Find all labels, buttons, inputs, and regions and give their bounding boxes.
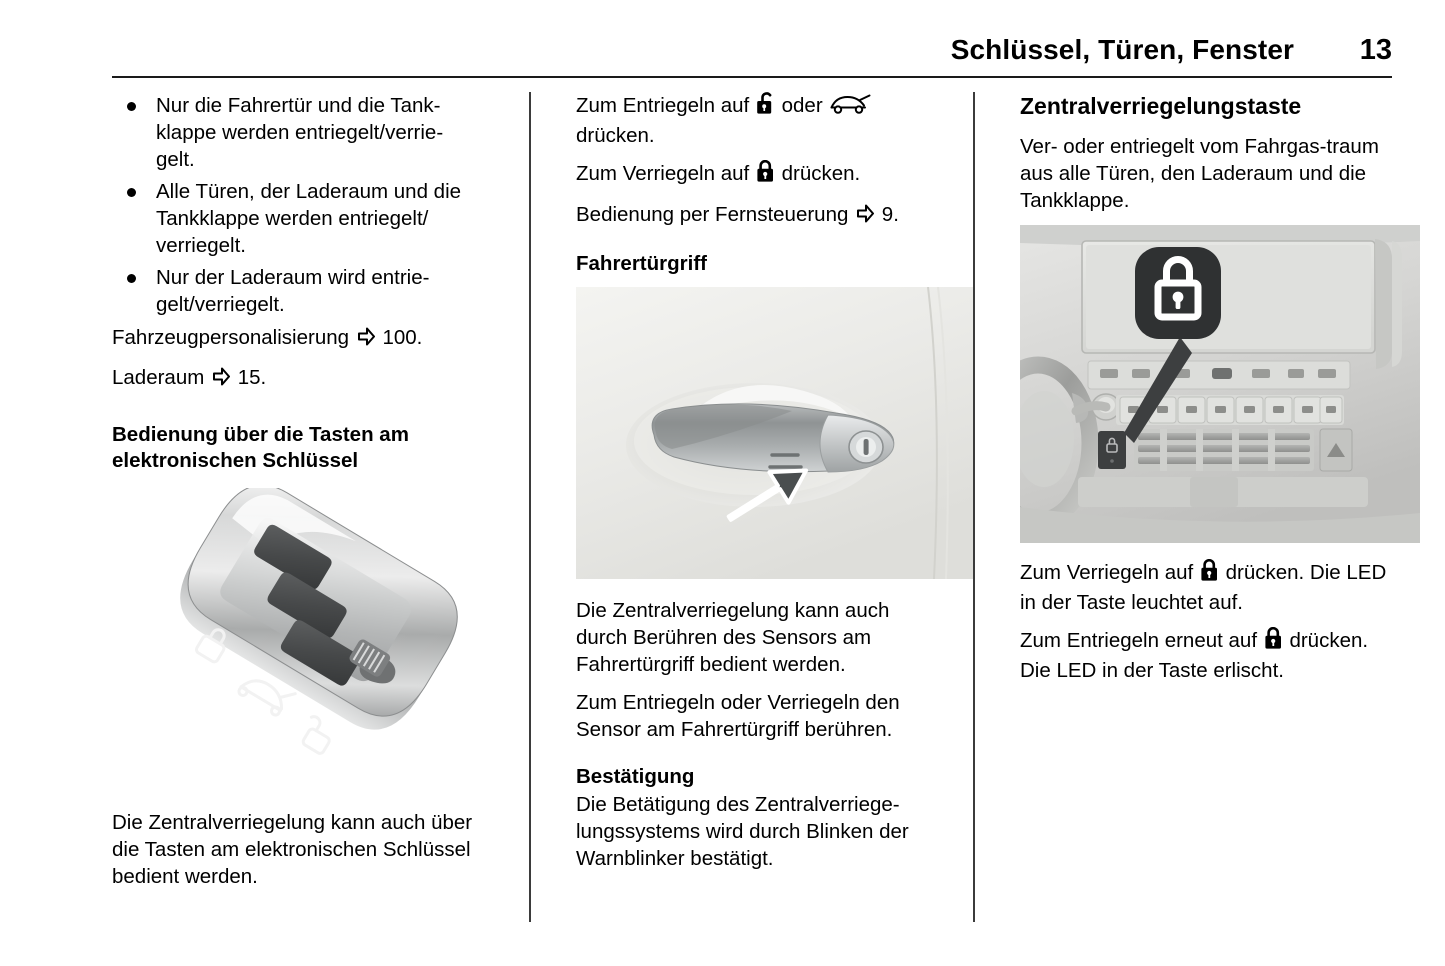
heading-central-locking-button: Zentralverriegelungstaste bbox=[1020, 93, 1302, 119]
xref-page: 15. bbox=[237, 366, 267, 389]
figure-electronic-key bbox=[105, 488, 494, 793]
cross-reference-arrow-icon bbox=[213, 366, 230, 393]
bullet-line: Nur die Fahrertür und die Tank- bbox=[156, 94, 441, 117]
bullet-line: Nur der Laderaum wird entrie- bbox=[156, 266, 430, 289]
list-item bbox=[112, 178, 501, 259]
cross-reference-personalisierung bbox=[112, 324, 501, 353]
bullet-line: gelt/verriegelt. bbox=[156, 293, 285, 316]
paragraph-lock-instruction bbox=[576, 160, 945, 190]
bullet-line: gelt. bbox=[156, 148, 195, 171]
paragraph-confirmation: Die Betätigung des Zentralverriege-lungssystems wird durch Blinken der Warnblinker bestätigt. bbox=[576, 793, 909, 870]
text-before: Zum Verriegeln auf bbox=[576, 162, 750, 185]
paragraph-lock-led bbox=[1020, 559, 1392, 616]
paragraph-central-locking-intro: Ver- oder entriegelt vom Fahrgas-traum aus alle Türen, den Laderaum und die Tankklappe. bbox=[1020, 135, 1379, 212]
callout-lock-icon bbox=[1135, 247, 1221, 339]
text-after: drücken. bbox=[576, 124, 655, 147]
cross-reference-laderaum bbox=[112, 364, 501, 393]
text-before: Zum Entriegeln auf bbox=[576, 94, 750, 117]
xref-label: Fahrzeugpersonalisierung bbox=[112, 326, 350, 349]
lock-closed-icon bbox=[756, 160, 775, 190]
figure-door-handle bbox=[576, 287, 975, 579]
right-column bbox=[973, 92, 1392, 922]
unlock-mode-bullet-list bbox=[112, 92, 501, 318]
bullet-line: Alle Türen, der Laderaum und die bbox=[156, 180, 462, 203]
content-columns bbox=[112, 92, 1392, 922]
lock-closed-icon bbox=[1264, 627, 1283, 657]
heading-key-buttons: Bedienung über die Tasten am elektronischen Schlüssel bbox=[112, 423, 409, 472]
text-before: Zum Entriegeln erneut auf bbox=[1020, 629, 1258, 652]
xref-label: Bedienung per Fernsteuerung bbox=[576, 203, 849, 226]
cross-reference-fernsteuerung bbox=[576, 201, 945, 230]
list-item bbox=[112, 92, 501, 173]
text-middle: oder bbox=[781, 94, 823, 117]
bullet-line: klappe werden entriegelt/verrie- bbox=[156, 121, 444, 144]
cross-reference-arrow-icon bbox=[857, 203, 874, 230]
middle-column bbox=[529, 92, 973, 922]
lock-open-icon bbox=[756, 92, 775, 122]
spacer bbox=[576, 754, 945, 764]
xref-label: Laderaum bbox=[112, 366, 205, 389]
paragraph-touch-sensor: Zum Entriegeln oder Verriegeln den Sensor am Fahrertürgriff berühren. bbox=[576, 691, 900, 741]
heading-door-handle: Fahrertürgriff bbox=[576, 252, 707, 275]
xref-page: 9. bbox=[881, 203, 899, 226]
heading-confirmation: Bestätigung bbox=[576, 765, 695, 788]
spacer bbox=[576, 241, 945, 251]
spacer bbox=[112, 404, 501, 422]
central-locking-button bbox=[1098, 431, 1126, 469]
bullet-line: Tankklappe werden entriegelt/ bbox=[156, 207, 429, 230]
hazard-button bbox=[1320, 429, 1352, 471]
paragraph-sensor-note: Die Zentralverriegelung kann auch durch Berühren des Sensors am Fahrertürgriff bedient werden. bbox=[576, 599, 890, 676]
cross-reference-arrow-icon bbox=[358, 326, 375, 353]
text-after: drücken. bbox=[781, 162, 861, 185]
figure-dashboard bbox=[1020, 225, 1420, 543]
paragraph-unlock-led bbox=[1020, 627, 1392, 684]
page-header bbox=[112, 34, 1392, 78]
bullet-line: verriegelt. bbox=[156, 234, 247, 257]
text-after: drücken. Die LED in der Taste erlischt. bbox=[1020, 629, 1369, 682]
page-number: 13 bbox=[1359, 34, 1392, 66]
list-item bbox=[112, 264, 501, 318]
text-before: Zum Verriegeln auf bbox=[1020, 561, 1194, 584]
paragraph-unlock-instruction bbox=[576, 92, 945, 149]
keyfob-unlock-icon bbox=[297, 715, 336, 755]
text-after: drücken. Die LED in der Taste leuchtet auf. bbox=[1020, 561, 1387, 614]
left-column bbox=[112, 92, 529, 922]
paragraph-key-buttons-note: Die Zentralverriegelung kann auch über die Tasten am elektronischen Schlüssel bedient werden. bbox=[112, 811, 473, 888]
xref-page: 100. bbox=[382, 326, 423, 349]
car-tailgate-icon bbox=[829, 93, 873, 122]
page-title: Schlüssel, Türen, Fenster bbox=[950, 34, 1294, 65]
lock-closed-icon bbox=[1200, 559, 1219, 589]
